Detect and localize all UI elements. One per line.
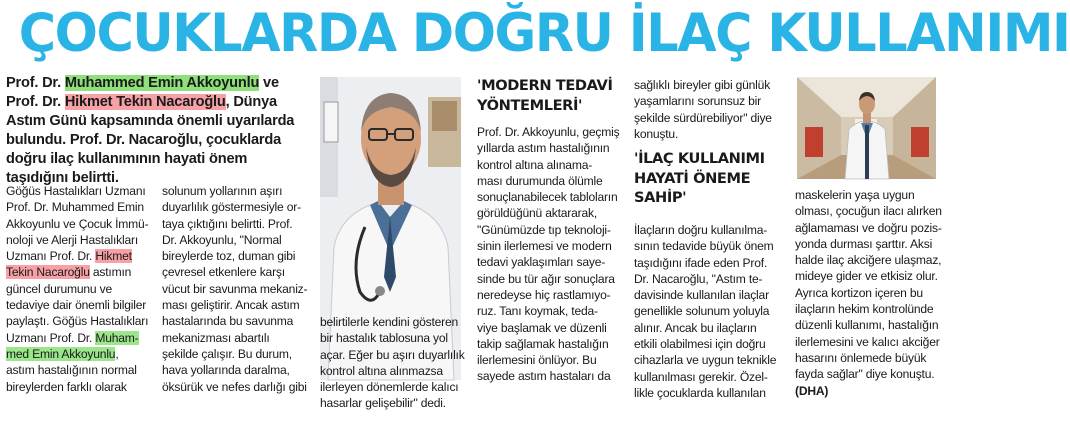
subheading-ilac-kullanimi bbox=[634, 149, 789, 208]
text-line: ilerlemesini ve kalıcı akciğer bbox=[795, 334, 940, 349]
text-line: sinin ilerlemesi ve modern bbox=[477, 239, 612, 254]
text-line: mekanizması abartılı bbox=[162, 330, 270, 345]
source-credit: (DHA) bbox=[795, 383, 829, 398]
text-line: cihazlarla ve uygun teknikle bbox=[634, 353, 777, 368]
article-column-1 bbox=[6, 183, 156, 395]
text-line: Dr. Nacaroğlu, "Astım te- bbox=[634, 271, 763, 286]
text-line: İlaçların doğru kullanılma- bbox=[634, 223, 768, 237]
text-line: öksürük ve nefes darlığı gibi bbox=[162, 379, 307, 394]
text-line: duyarlılık göstermesiyle or- bbox=[162, 200, 301, 215]
lead-text-2: ve Prof. Dr. bbox=[6, 75, 279, 110]
text-line: alınır. Ancak bu ilaçların bbox=[634, 320, 757, 335]
text-segment: Uzmanı Prof. Dr. bbox=[6, 330, 96, 345]
text-line: yaşamlarını sorunsuz bir bbox=[634, 94, 761, 109]
name-highlight: med Emin Akkoyunlu bbox=[6, 346, 116, 361]
text-line: neredeyse hiç rastlamıyo- bbox=[477, 287, 611, 302]
text-line: taşıdığını ifade eden Prof. bbox=[634, 255, 768, 270]
text-line: yıllarda astım hastalığının bbox=[477, 141, 610, 156]
text-line: hastalarında bu savunma bbox=[162, 314, 294, 329]
text-line: sonuçlanabilecek tabloların bbox=[477, 190, 618, 205]
text-line: Göğüs Hastalıkları Uzmanı bbox=[6, 184, 146, 198]
article-column-5-top bbox=[634, 77, 789, 142]
text-line: paylaştı. Göğüs Hastalıkları bbox=[6, 314, 149, 329]
article-column-4 bbox=[477, 124, 627, 385]
text-line: mideye gider ve etkisiz olur. bbox=[795, 269, 938, 284]
headline: ÇOCUKLARDA DOĞRU İLAÇ KULLANIMI bbox=[18, 3, 1070, 64]
text-line: ması geliştirir. Ancak astım bbox=[162, 298, 300, 313]
text-line: ilerleyen dönemlerde kalıcı bbox=[320, 380, 459, 395]
doctor-corridor-illustration bbox=[797, 77, 936, 179]
name-highlight-akkoyunlu: Muhammed Emin Akkoyunlu bbox=[64, 75, 260, 91]
subheading-line: 'MODERN TEDAVİ bbox=[477, 77, 613, 94]
text-segment: , bbox=[115, 346, 119, 361]
name-highlight: Muham- bbox=[95, 330, 139, 345]
article-column-2 bbox=[162, 183, 312, 395]
text-line bbox=[6, 346, 156, 362]
text-line: bireylerden farklı olarak bbox=[6, 379, 127, 394]
text-line: etkili olabilmesi için doğru bbox=[634, 337, 766, 352]
text-line: görüldüğünü aktararak, bbox=[477, 206, 597, 221]
text-line: maskelerin yaşa uygun bbox=[795, 188, 915, 202]
text-line: hava yollarında daralma, bbox=[162, 363, 290, 378]
subheading-line: SAHİP' bbox=[634, 189, 687, 206]
text-line: şekilde sürdürebiliyor" diye bbox=[634, 110, 772, 125]
text-line: takip sağlamak hastalığın bbox=[477, 336, 609, 351]
text-segment: Uzmanı Prof. Dr. bbox=[6, 249, 96, 264]
doctor-corridor-photo bbox=[797, 77, 936, 179]
text-segment: astımın bbox=[89, 265, 132, 280]
text-line: güncel durumunu ve bbox=[6, 281, 112, 296]
article-column-6 bbox=[795, 187, 942, 399]
text-line: ilerlemesini önlüyor. Bu bbox=[477, 353, 597, 368]
text-line: tedaviye dair önemli bilgiler bbox=[6, 298, 147, 313]
text-line: viye başlamak ve düzenli bbox=[477, 320, 607, 335]
text-line: düzenli kullanımı, hastalığın bbox=[795, 318, 939, 333]
text-line: likle çocuklarda kullanılan bbox=[634, 385, 766, 400]
text-line: hasarlar gelişebilir" dedi. bbox=[320, 396, 446, 411]
text-line: konuştu. bbox=[634, 126, 679, 141]
text-line: belirtilerle kendini gösteren bbox=[320, 315, 459, 329]
text-line: astım hastalığının normal bbox=[6, 363, 137, 378]
text-line: "Günümüzde tıp teknoloji- bbox=[477, 222, 611, 237]
subheading-line: 'İLAÇ KULLANIMI bbox=[634, 150, 765, 167]
text-line: bir hastalık tablosuna yol bbox=[320, 331, 448, 346]
text-line: noloji ve Alerji Hastalıkları bbox=[6, 232, 138, 247]
text-line: Akkoyunlu ve Çocuk İmmü- bbox=[6, 216, 149, 231]
text-line: Dr. Akkoyunlu, "Normal bbox=[162, 232, 282, 247]
text-line: kullanılması gerekir. Özel- bbox=[634, 369, 768, 384]
text-line bbox=[6, 248, 156, 264]
text-line: solunum yollarının aşırı bbox=[162, 184, 283, 198]
text-line: çevresel etkenlere karşı bbox=[162, 265, 285, 280]
subheading-line: HAYATİ ÖNEME bbox=[634, 169, 751, 187]
text-line: davisinde kullanılan ilaçlar bbox=[634, 288, 769, 303]
text-line bbox=[6, 330, 156, 346]
text-line: genellikle solunum yoluyla bbox=[634, 304, 770, 319]
text-line: fayda sağlar" diye konuştu. bbox=[795, 367, 935, 382]
name-highlight: Hikmet bbox=[95, 249, 132, 264]
text-line: açar. Eğer bu aşırı duyarlılık bbox=[320, 347, 465, 362]
text-line: kontrol altına alınama- bbox=[477, 157, 593, 172]
text-line: Prof. Dr. Akkoyunlu, geçmiş bbox=[477, 125, 620, 139]
text-line: taya çıktığını belirtti. Prof. bbox=[162, 216, 293, 231]
text-line: olması, çocuğun ilacı alırken bbox=[795, 204, 942, 219]
text-line: Prof. Dr. Muhammed Emin bbox=[6, 200, 144, 215]
text-line: bireylerde toz, duman gibi bbox=[162, 249, 296, 264]
text-line: ağlamaması ve doğru pozis- bbox=[795, 220, 942, 235]
text-line: yonda durması şarttır. Aksi bbox=[795, 236, 933, 251]
text-line: şekilde çalışır. Bu durum, bbox=[162, 346, 292, 361]
text-line: halde ilaç akciğere ulaşmaz, bbox=[795, 253, 942, 268]
text-line bbox=[6, 264, 156, 280]
subheading-line: YÖNTEMLERİ' bbox=[477, 96, 583, 114]
text-line: tedavi yaklaşımları saye- bbox=[477, 255, 606, 270]
article-column-5 bbox=[634, 222, 789, 401]
text-line: ilaçların hekim kontrolünde bbox=[795, 302, 934, 317]
article-column-3 bbox=[320, 314, 470, 412]
text-line: sının tedavide büyük önem bbox=[634, 239, 774, 254]
text-line: ması durumunda ölümle bbox=[477, 173, 603, 188]
text-line: hasarını önlemede büyük bbox=[795, 350, 927, 365]
lead-paragraph bbox=[6, 74, 308, 188]
lead-text-1: Prof. Dr. bbox=[6, 75, 65, 91]
lead-text-3: , Dünya Astım Günü kapsamında önemli uyarılarda bulundu. Prof. Dr. Nacaroğlu, çocuklarda doğru ilaç kullanımının hayati önem taşıdığını belirtti. bbox=[6, 94, 295, 186]
text-line: Ayrıca kortizon içeren bu bbox=[795, 285, 923, 300]
subheading-modern-tedavi bbox=[477, 76, 627, 115]
text-line: sağlıklı bireyler gibi günlük bbox=[634, 78, 771, 92]
name-highlight: Tekin Nacaroğlu bbox=[6, 265, 90, 280]
text-line: vücut bir savunma mekaniz- bbox=[162, 281, 308, 296]
text-line: kontrol altına alınmazsa bbox=[320, 363, 443, 378]
name-highlight-nacaroglu: Hikmet Tekin Nacaroğlu bbox=[64, 94, 226, 110]
text-line: sinde bu tür ağır sonuçlara bbox=[477, 271, 615, 286]
text-line: ruz. Tanı koymak, teda- bbox=[477, 304, 598, 319]
text-line: sayede astım hastaları da bbox=[477, 369, 611, 384]
